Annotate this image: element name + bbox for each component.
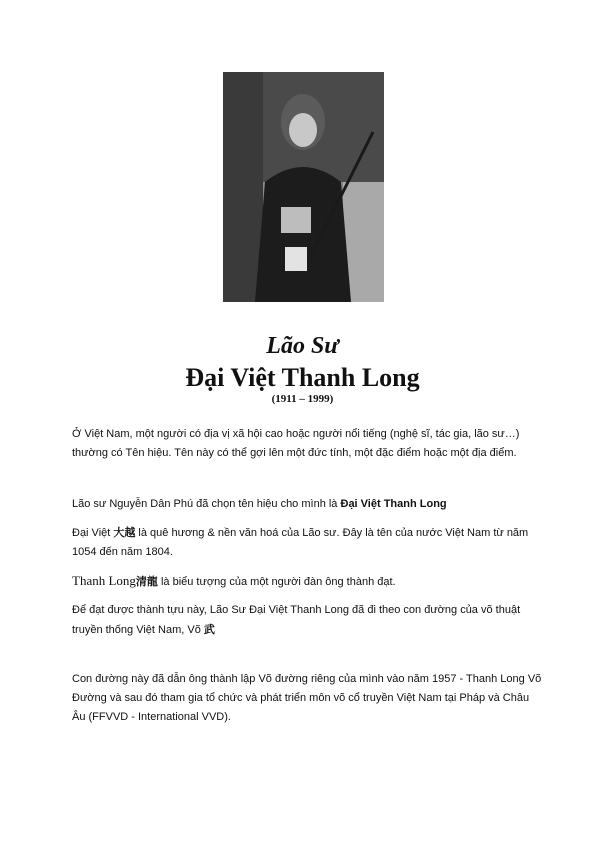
paragraph-vo-duong: Con đường này đã dẫn ông thành lập Võ đường riêng của mình vào năm 1957 - Thanh Long Võ Đường và sau đó tham gia tổ chức và phát triển môn võ cổ truyền Việt Nam tại Pháp và Châu Âu (FFVVD - International VVD). [72,673,542,723]
paragraph-chosen-name [72,495,542,514]
portrait-illustration [223,72,384,302]
paragraph-thanh-long [72,571,542,592]
paragraph-dai-viet [72,523,542,562]
paragraph-text: Lão sư Nguyễn Dân Phú đã chọn tên hiệu cho mình là [72,498,341,510]
cjk-dai-viet: 大越 [113,526,136,539]
paragraph-text: là quê hương & nền văn hoá của Lão sư. Đây là tên của nước Việt Nam từ năm 1054 đến năm 1804. [72,527,529,558]
paragraph-intro: Ở Việt Nam, một người có địa vị xã hội cao hoặc người nổi tiếng (nghệ sĩ, tác gia, lão sư…) thường có Tên hiệu. Tên này có thể gợi lên một đức tính, một đặc điểm hoặc một địa điểm. [72,428,520,459]
paragraph-text: là biểu tượng của một người đàn ông thành đạt. [157,576,396,588]
chosen-name: Đại Việt Thanh Long [340,498,447,510]
cjk-thanh-long: 清龍 [135,575,158,588]
title-honorific: Lão Sư [266,333,339,359]
portrait-photo [223,72,384,302]
title-name: Đại Việt Thanh Long [185,363,420,392]
paragraph-martial-path [72,601,542,640]
paragraph-lead: Thanh Long [72,573,136,588]
title-dates: (1911 – 1999) [271,393,334,405]
cjk-vo: 武 [203,623,215,636]
paragraph-text: Để đạt được thành tựu này, Lão Sư Đại Việt Thanh Long đã đi theo con đường của võ thuật truyền thống Việt Nam, Võ [72,604,521,636]
paragraph-lead: Đại Việt [72,527,114,539]
